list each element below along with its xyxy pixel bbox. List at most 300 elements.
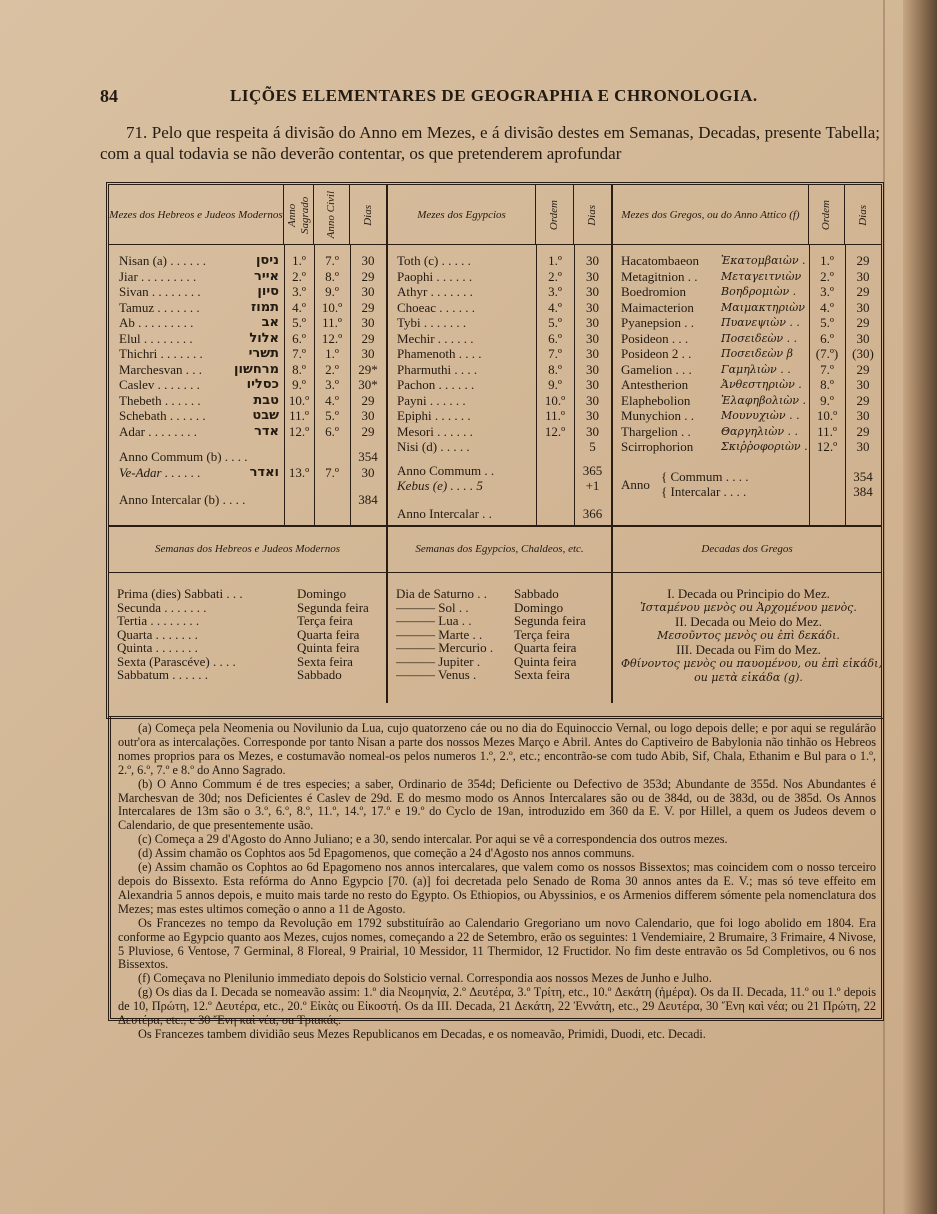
days-count: 384	[358, 492, 378, 507]
footnote: (e) Assim chamão os Cophtos ao 6d Epagomeno nos annos intercalares, que valem como os nossos Bissextos; mas coincidem com o nosso terceiro depois do Bissexto. Esta refórma do Anno Egypcio [70. (a)] foi decretada pelo Senado de Roma 30 annos antes da E. V.; mas só teve effeito em Alexandria 5 annos depois, e muito mais tarde no resto do Egypto. Os Ethiopios, ou Abyssinios, e os Armenios differem sómente pela nomenclatura dos Mezes; mas estes ultimos começão o anno a 11 de Agosto.	[118, 860, 876, 916]
footnote: (c) Começa a 29 d'Agosto do Anno Juliano; e a 30, sendo intercalar. Por aqui se vê a correspondencia dos outros mezes.	[138, 832, 728, 847]
month-name: Epiphi . . . . . .	[397, 408, 471, 423]
hebrew-weeks-rows	[117, 587, 382, 682]
order: 4.º	[820, 299, 834, 315]
month-name: Adar . . . . . . . .	[119, 423, 197, 439]
week-portuguese: Domingo	[297, 586, 347, 601]
sacred-order: 8.º	[292, 361, 306, 377]
footnote: (a) Começa pela Neomenia ou Novilunio da Lua, cujo quatorzeno cáe ou no dia do Equinoccio Vernal, ou logo depois delle; e por aqui se regulárão outr'ora as intercalações. Corresponde por tanto Nisan a parte dos nossos Mezes Março e Abril. Antes do Captiveiro de Babylonia não tinhão os Hebreos nomes proprios para os Mezes, e costumavão nomeal-os pelos numeros 1.º, 2.º, etc.; encontrão-se com tudo Abib, Sif, Chala, Ethanim e Bul para o 1.º, 2.º, 6.º, 7.º e 8.º do Anno Sagrado.	[118, 721, 876, 777]
table-row	[397, 269, 609, 285]
table-row	[397, 362, 609, 378]
week-portuguese: Terça feira	[297, 613, 353, 628]
intercalar-year-label: Anno Intercalar (b) . . . .	[119, 492, 246, 507]
month-name: Pharmuthi . . . .	[397, 361, 478, 377]
days-count: 30	[586, 253, 599, 268]
hebrew-weeks-column	[109, 525, 388, 703]
week-latin: Secunda . . . . . . .	[117, 599, 207, 615]
greek-order-header: Ordem	[809, 185, 845, 245]
intercalar-label: { Intercalar . . . .	[661, 484, 747, 499]
hebrew-months-header: Mezes dos Hebreos e Judeos Modernos	[109, 185, 284, 245]
order: 4.º	[548, 299, 562, 315]
civil-order: 12.º	[321, 330, 343, 346]
order: 6.º	[548, 330, 562, 346]
days-count: 29	[361, 423, 375, 439]
days-count: 30	[856, 268, 870, 284]
week-latin: Tertia . . . . . . . .	[117, 613, 200, 628]
month-name: Caslev . . . . . . .	[119, 377, 200, 392]
anno-label: Anno	[621, 476, 650, 492]
month-name: Munychion . .	[621, 408, 694, 423]
greek-rows	[621, 253, 879, 500]
days-count: 366	[582, 505, 603, 521]
order: (7.º)	[815, 346, 839, 361]
week-portuguese: Segunda feira	[297, 599, 369, 615]
table-row	[119, 377, 384, 393]
month-name: Elaphebolion	[621, 392, 691, 408]
sacred-order: 12.º	[288, 423, 310, 439]
page-header	[100, 86, 860, 110]
running-title: LIÇÕES ELEMENTARES DE GEOGRAPHIA E CHRONOLOGIA.	[230, 86, 758, 105]
week-portuguese: Quarta feira	[514, 640, 577, 655]
days-count: 29	[361, 330, 375, 346]
days-count: 30	[361, 284, 375, 299]
common-year-label: Anno Commum (b) . . . .	[119, 449, 248, 464]
egyptian-weeks-rows	[396, 587, 611, 682]
decade-line: Ἱσταμένου μενὸς ou Ἀρχομένου μενὸς.	[640, 601, 857, 614]
days-count: 30	[586, 315, 599, 330]
days-count: 5	[589, 439, 596, 454]
week-planet: ——— Venus .	[396, 667, 477, 682]
table-row	[621, 315, 879, 331]
days-count: 29*	[358, 361, 378, 377]
order: 7.º	[548, 346, 562, 361]
week-portuguese: Domingo	[514, 599, 564, 615]
days-count: 29	[361, 392, 375, 408]
greek-name: Μεταγειτνιὼν	[721, 269, 802, 283]
week-planet: ——— Jupiter .	[396, 653, 481, 669]
greek-decades-lines	[621, 586, 882, 685]
week-latin: Sexta (Parascéve) . . . .	[117, 653, 236, 669]
sacred-order: 13.º	[288, 464, 310, 480]
week-planet: Dia de Saturno . .	[396, 586, 487, 601]
table-row	[119, 284, 384, 300]
days-count: 29	[856, 284, 870, 299]
days-count: 29	[361, 268, 375, 284]
days-count: 30	[856, 408, 870, 423]
sacred-order: 7.º	[292, 346, 306, 361]
days-count: 30	[586, 408, 599, 423]
table-row	[621, 269, 879, 285]
month-name: Pyanepsion . .	[621, 315, 694, 330]
decade-line: Φθίνοντος μενὸς ou παυομένου, ou ἐπὶ εἰκάδι,	[621, 657, 882, 670]
month-name: Ve-Adar . . . . . .	[119, 464, 201, 480]
table-row	[397, 408, 609, 424]
week-row	[117, 614, 382, 628]
table-row	[119, 408, 384, 424]
week-latin: Sabbatum . . . . . .	[117, 667, 208, 682]
month-name: Ab . . . . . . . . .	[119, 315, 194, 330]
week-row	[396, 587, 611, 601]
spacer	[119, 480, 384, 492]
sacred-order: 2.º	[292, 268, 306, 284]
civil-order: 3.º	[325, 377, 339, 392]
order: 8.º	[548, 361, 562, 377]
month-name: Gamelion . . .	[621, 361, 692, 377]
hebrew-days-header: Dias	[361, 204, 374, 226]
egyptian-weeks-column	[388, 525, 613, 703]
order: 3.º	[548, 284, 562, 299]
order: 10.º	[544, 392, 566, 408]
table-row	[621, 362, 879, 378]
week-planet: ——— Mercurio .	[396, 640, 494, 655]
week-row	[117, 587, 382, 601]
week-latin: Prima (dies) Sabbati . . .	[117, 586, 243, 601]
month-name: Choeac . . . . . .	[397, 299, 475, 315]
days-count: 30	[586, 330, 599, 346]
table-row	[397, 424, 609, 440]
order: 9.º	[548, 377, 562, 392]
sacred-order: 9.º	[292, 377, 306, 392]
month-name: Thargelion . .	[621, 423, 691, 439]
order: 7.º	[820, 361, 834, 377]
table-row	[397, 506, 609, 522]
week-portuguese: Terça feira	[514, 626, 570, 642]
greek-name: Μουνυχιὼν . .	[721, 409, 800, 422]
week-row	[396, 641, 611, 655]
greek-months-header: Mezes dos Gregos, ou do Anno Attico (f)	[613, 185, 809, 245]
footnote: Os Francezes tambem dividião seus Mezes Republicanos em Decadas, e os nomeavão, Primidi, Duodi, etc. Decadi.	[138, 1026, 706, 1041]
hebrew-name: אייר	[254, 268, 279, 284]
week-row	[117, 628, 382, 642]
hebrew-name: אב	[261, 315, 279, 330]
days-count: 30	[361, 408, 375, 423]
days-count: 354	[358, 449, 378, 464]
order: 2.º	[820, 268, 834, 284]
order: 1.º	[820, 253, 834, 268]
month-name: Jiar . . . . . . . . .	[119, 268, 197, 284]
greek-decades-column	[613, 525, 881, 703]
week-portuguese: Quinta feira	[297, 640, 360, 655]
table-row	[397, 284, 609, 300]
week-planet: ——— Lua . .	[396, 613, 472, 628]
decade-line: I. Decada ou Principio do Mez.	[667, 586, 830, 601]
month-name: Metagitnion . .	[621, 268, 698, 284]
civil-order: 7.º	[325, 464, 339, 480]
days-count: 354	[853, 468, 873, 484]
intercalar-year-label: Anno Intercalar . .	[397, 505, 492, 521]
civil-order: 4.º	[325, 392, 339, 408]
spacer	[397, 455, 609, 463]
greek-days-header: Dias	[856, 204, 869, 226]
month-name: Sivan . . . . . . . .	[119, 284, 201, 299]
table-row	[621, 331, 879, 347]
week-planet: ——— Marte . .	[396, 626, 483, 642]
egyptian-months-header: Mezes dos Egypcios	[388, 185, 536, 245]
egyptian-header-row	[388, 185, 611, 245]
hebrew-name: תשרי	[248, 346, 279, 361]
week-row	[396, 628, 611, 642]
egyptian-weeks-header: Semanas dos Egypcios, Chaldeos, etc.	[388, 525, 611, 573]
greek-name: Μαιμακτηριὼν	[721, 300, 805, 314]
days-count: 30	[856, 439, 870, 454]
table-row	[119, 269, 384, 285]
days-count: 30	[856, 377, 870, 392]
order: 11.º	[545, 408, 565, 423]
order: 5.º	[820, 315, 834, 330]
table-row	[621, 253, 879, 269]
table-row	[119, 362, 384, 378]
week-latin: Quarta . . . . . . .	[117, 626, 198, 642]
week-row	[396, 614, 611, 628]
greek-name: Ποσειδεὼν β	[721, 347, 793, 360]
greek-name: Ἑκατομβαιὼν .	[721, 254, 806, 267]
days-count: 29	[856, 361, 870, 377]
month-name: Hacatombaeon	[621, 253, 699, 268]
order: 5.º	[548, 315, 562, 330]
days-count: 365	[582, 462, 603, 478]
days-count: (30)	[852, 346, 874, 361]
table-row	[119, 315, 384, 331]
table-row	[397, 300, 609, 316]
sacred-order: 11.º	[289, 408, 309, 423]
sacred-order: 4.º	[292, 299, 306, 315]
spacer	[621, 455, 879, 469]
month-name: Thichri . . . . . . .	[119, 346, 203, 361]
table-row	[119, 424, 384, 440]
week-row	[117, 641, 382, 655]
month-name: Antestherion	[621, 377, 689, 392]
table-row	[119, 465, 384, 481]
table-row	[621, 439, 879, 455]
month-name: Toth (c) . . . . .	[397, 253, 471, 268]
greek-name: Σκιῤῥοφοριὼν .	[721, 440, 808, 453]
days-count: 29	[856, 392, 870, 408]
month-name: Athyr . . . . . . .	[397, 284, 473, 299]
days-count: 30	[361, 346, 375, 361]
hebrew-name: ניסן	[255, 253, 279, 268]
month-name: Mesori . . . . . .	[397, 423, 473, 439]
civil-year-header: Anno Civil	[314, 185, 350, 245]
week-row	[396, 668, 611, 682]
decade-line: II. Decada ou Meio do Mez.	[675, 614, 822, 629]
decade-line: Μεσοῦντος μενὸς ou ἐπὶ δεκάδι.	[657, 629, 840, 642]
spacer	[397, 494, 609, 506]
civil-order: 10.º	[321, 299, 343, 315]
order: 1.º	[548, 253, 562, 268]
greek-name: Θαργηλιὼν . .	[721, 424, 799, 438]
table-row	[397, 315, 609, 331]
table-row	[621, 284, 879, 300]
days-count: 30	[586, 361, 599, 377]
days-count: 30	[586, 377, 599, 392]
days-count: 29	[361, 299, 375, 315]
order: 8.º	[820, 377, 834, 392]
order: 12.º	[544, 423, 566, 439]
days-count: 30	[856, 299, 870, 315]
footnote: (b) O Anno Commum é de tres especies; a saber, Ordinario de 354d; Deficiente ou Defectivo de 353d; Abundante de 355d. Nos Abundantes é Marchesvan de 30d; nos Deficientes é Caslev de 29d. E do mesmo modo os Annos Intercalares são ou de 384d, ou de 383d, ou de 385d. Os Annos Intercalares de 13m são o 3.º, 6.º, 8.º, 11.º, 14.º, 17.º e 19.º do Cyclo de 19an, introduzido em 360 da E. V. por Hillel, a quem os Judeos devem o Calendario, de que presentemente usão.	[118, 776, 876, 833]
civil-order: 5.º	[325, 408, 339, 423]
civil-order: 6.º	[325, 423, 339, 439]
week-latin: Quinta . . . . . . .	[117, 640, 198, 655]
week-portuguese: Sexta feira	[514, 667, 570, 682]
table-row	[397, 478, 609, 494]
table-row	[397, 393, 609, 409]
table-row	[397, 346, 609, 362]
sacred-year-header: Anno Sagrado	[284, 185, 314, 245]
order: 10.º	[816, 408, 838, 423]
greek-name: Ἐλαφηβολιὼν .	[721, 393, 806, 407]
book-gutter	[903, 0, 937, 1214]
month-name: Scirrophorion	[621, 439, 694, 454]
egyptian-order-header: Ordem	[536, 185, 574, 245]
month-name: Paophi . . . . . .	[397, 268, 473, 284]
civil-order: 1.º	[325, 346, 339, 361]
hebrew-name: טבת	[253, 392, 279, 408]
civil-order: 9.º	[325, 284, 339, 299]
footnote: (f) Começava no Plenilunio immediato depois do Solsticio vernal. Correspondia aos nossos Mezes de Junho e Julho.	[138, 971, 712, 986]
hebrew-name: אדר	[254, 423, 279, 439]
table-row	[119, 393, 384, 409]
decade-line: III. Decada ou Fim do Mez.	[676, 642, 821, 657]
hebrew-name: ואדר	[249, 464, 279, 480]
table-row	[621, 393, 879, 409]
table-row	[119, 492, 384, 508]
table-row	[119, 300, 384, 316]
days-count: 29	[856, 423, 870, 439]
civil-order: 11.º	[322, 315, 342, 330]
footnotes	[118, 722, 876, 1042]
days-count: 30	[856, 330, 870, 346]
table-row	[119, 331, 384, 347]
month-name: Payni . . . . . .	[397, 392, 466, 408]
sacred-order: 1.º	[292, 253, 306, 268]
hebrew-header-row	[109, 185, 386, 245]
intro-text: 71. Pelo que respeita á divisão do Anno em Mezes, e á divisão destes em Semanas, Decadas, presente Tabella; com a qual todavia se não deverão contentar, os que pretenderem aprofundar	[100, 123, 880, 163]
days-count: 29	[856, 253, 870, 268]
days-count: +1	[585, 478, 600, 493]
month-name: Thebeth . . . . . .	[119, 392, 201, 408]
egyptian-months-column	[388, 185, 613, 525]
order: 3.º	[820, 284, 834, 299]
month-name: Schebath . . . . . .	[119, 408, 206, 423]
week-portuguese: Segunda feira	[514, 613, 586, 628]
decade-line: ou μετὰ εἰκάδα (g).	[694, 671, 803, 684]
table-row	[621, 408, 879, 424]
days-count: 30	[586, 284, 599, 299]
hebrew-name: סיון	[257, 284, 279, 299]
footnote: (g) Os dias da I. Decada se nomeavão assim: 1.º dia Νεομηνία, 2.º Δευτέρα, 3.º Τρίτη, etc., 10.º Δεκάτη (ἡμέρα). Os da II. Decada, 11.º ou 1.º depois de 10, Πρώτη, 12.º Δευτέρα, etc., 20.º Εἰκὰς ou Εἰκοστή. Os da III. Decada, 21 Δεκάτη, 22 Ἐννάτη, etc., 29 Δευτέρα, 30 Ἔνη καὶ νέα; ou 21 Πρώτη, 22 Δευτέρα, etc., e 30 Ἔνη καὶ νέα, ou Τριακάς.	[118, 985, 876, 1028]
days-count: 30	[586, 346, 599, 361]
table-row	[621, 346, 879, 362]
common-year-label: Anno Commum . .	[397, 462, 495, 478]
order: 6.º	[820, 330, 834, 346]
greek-name: Πυανεψιὼν . .	[721, 316, 800, 329]
month-name: Mechir . . . . . .	[397, 330, 474, 346]
table-row	[621, 377, 879, 393]
week-portuguese: Quarta feira	[297, 626, 360, 642]
month-name: Nisi (d) . . . . .	[397, 439, 470, 454]
egyptian-rows	[397, 253, 609, 521]
civil-order: 7.º	[325, 253, 339, 268]
hebrew-name: אלול	[249, 330, 279, 346]
days-count: 30	[586, 299, 599, 315]
calendar-table	[106, 182, 884, 719]
week-portuguese: Sabbado	[297, 667, 342, 682]
month-name: Tamuz . . . . . . .	[119, 299, 200, 315]
table-row	[397, 439, 609, 455]
week-row	[117, 655, 382, 669]
kebus-label: Kebus (e) . . . . 5	[397, 478, 483, 493]
days-count: 30	[586, 423, 599, 439]
order: 2.º	[548, 268, 562, 284]
hebrew-name: תמוז	[251, 299, 279, 315]
greek-name: Γαμηλιὼν . .	[721, 362, 791, 376]
week-row	[117, 601, 382, 615]
weeks-section	[109, 525, 881, 703]
days-count: 384	[853, 484, 873, 499]
week-portuguese: Sexta feira	[297, 653, 353, 669]
greek-decades-header: Decadas dos Gregos	[613, 525, 881, 573]
days-count: 30	[361, 315, 375, 330]
order: 9.º	[820, 392, 834, 408]
table-row	[397, 253, 609, 269]
days-count: 30	[586, 392, 599, 408]
sacred-order: 10.º	[288, 392, 310, 408]
spacer	[119, 439, 384, 449]
days-count: 30	[586, 268, 599, 284]
month-name: Nisan (a) . . . . . .	[119, 253, 207, 268]
table-row	[621, 424, 879, 440]
greek-header-row	[613, 185, 881, 245]
intro-paragraph	[100, 122, 880, 164]
hebrew-rows	[119, 253, 384, 508]
months-section	[109, 185, 881, 527]
greek-months-column	[613, 185, 881, 525]
week-portuguese: Sabbado	[514, 586, 559, 601]
week-row	[117, 668, 382, 682]
sacred-order: 3.º	[292, 284, 306, 299]
table-row	[397, 463, 609, 479]
civil-order: 2.º	[325, 361, 339, 377]
month-name: Maimacterion	[621, 299, 694, 315]
table-row	[397, 331, 609, 347]
hebrew-weeks-header: Semanas dos Hebreos e Judeos Modernos	[109, 525, 386, 573]
commum-label: { Commum . . . .	[661, 468, 749, 484]
table-row	[119, 253, 384, 269]
hebrew-name: כסליו	[246, 377, 279, 392]
week-row	[396, 601, 611, 615]
order: 11.º	[817, 423, 837, 439]
greek-name: Ἀνθεστηριὼν .	[721, 378, 802, 391]
days-count: 30	[361, 464, 375, 480]
month-name: Elul . . . . . . . .	[119, 330, 193, 346]
sacred-order: 5.º	[292, 315, 306, 330]
sacred-order: 6.º	[292, 330, 306, 346]
table-row	[119, 449, 384, 465]
week-row	[396, 655, 611, 669]
table-row	[621, 300, 879, 316]
month-name: Phamenoth . . . .	[397, 346, 482, 361]
table-row	[621, 484, 879, 500]
table-row	[119, 346, 384, 362]
month-name: Marchesvan . . .	[119, 361, 203, 377]
table-row	[397, 377, 609, 393]
month-name: Posideon 2 . .	[621, 346, 692, 361]
month-name: Tybi . . . . . . .	[397, 315, 467, 330]
order: 12.º	[816, 439, 838, 454]
days-count: 30*	[358, 377, 378, 392]
footnote: Os Francezes no tempo da Revolução em 1792 substituírão ao Calendario Gregoriano um novo Calendario, que foi logo abolido em 1804. Era conforme ao Egypcio quanto aos Mezes, cujos nomes, começando a 22 de Setembro, erão os seguintes: 1 Vendemiaire, 2 Brumaire, 3 Frimaire, 4 Nivose, 5 Pluviose, 6 Ventose, 7 Germinal, 8 Floreal, 9 Prairial, 10 Messidor, 11 Thermidor, 12 Fructidor. No fim deste entravão os 5d Completivos, ou 6 nos Bissextos.	[118, 915, 876, 972]
